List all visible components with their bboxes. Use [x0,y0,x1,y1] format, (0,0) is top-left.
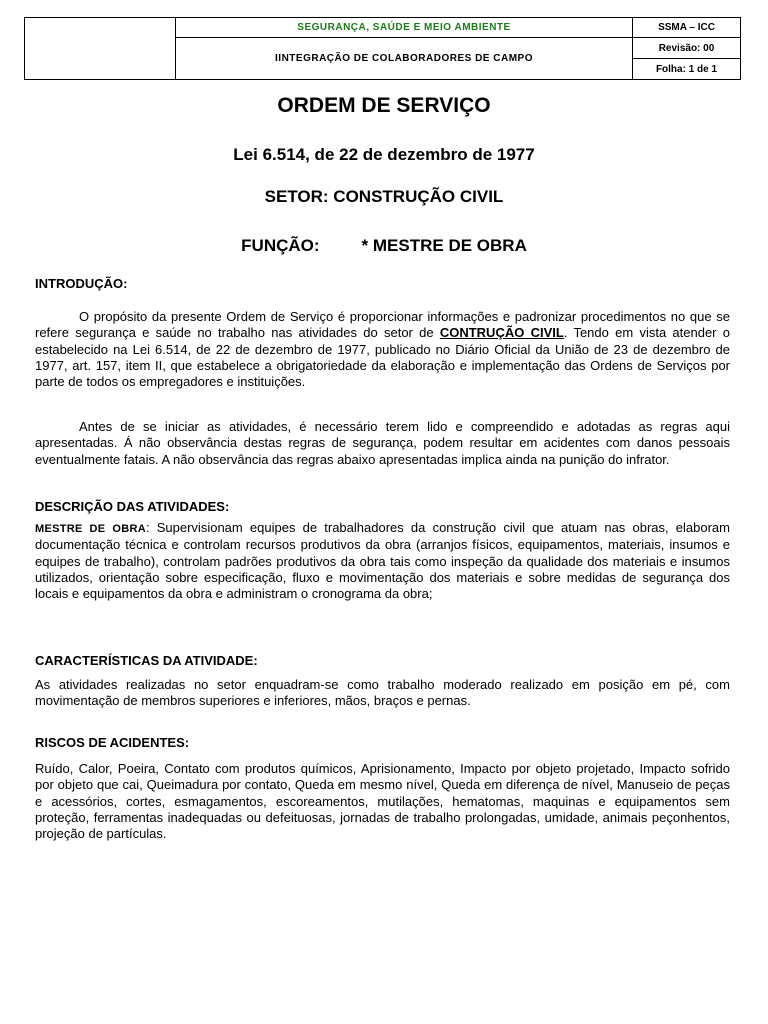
document-code: SSMA – ICC [633,18,741,38]
intro-paragraph-1: O propósito da presente Ordem de Serviço é proporcionar informações e padronizar procedimentos no que se refere segurança e saúde no trabalho nas atividades do setor de CONTRUÇÃO CIVIL. Tendo em vista atender o estabelecido na Lei 6.514, de 22 de dezembro de 1977, publicado no Diário Oficial da União de 23 de dezembro de 1977, art. 157, item II, que estabelece a obrigatoriedade da elaboração e implementação das Ordens de Serviços por parte de todos os empregadores e instituições. [35,309,730,390]
sector-highlight: CONTRUÇÃO CIVIL [439,325,564,341]
risks-heading: RISCOS DE ACIDENTES: [35,735,190,750]
characteristics-heading: CARACTERÍSTICAS DA ATIVIDADE: [35,653,258,668]
page-title: ORDEM DE SERVIÇO [277,94,491,117]
law-reference: Lei 6.514, de 22 de dezembro de 1977 [233,145,535,164]
activities-paragraph: MESTRE DE OBRA: Supervisionam equipes de trabalhadores da construção civil que atuam nas obras, elaboram documentação técnica e controlam recursos produtivos da obra (arranjos físicos, equipamentos, materiais, insumos e equipes de trabalho), controlam padrões produtivos da obra tais como inspeção da qualidade dos materiais e insumos utilizados, orientação sobre especificação, fluxo e movimentação dos materiais e sobre medidas de segurança dos locais e equipamentos da obra e administram o cronograma da obra; [35,520,730,602]
revision-number: Revisão: 00 [633,38,741,59]
activities-heading: DESCRIÇÃO DAS ATIVIDADES: [35,499,230,514]
characteristics-paragraph: As atividades realizadas no setor enquadram-se como trabalho moderado realizado em posição em pé, com movimentação de membros superiores e inferiores, mãos, braços e pernas. [35,677,730,709]
sheet-number: Folha: 1 de 1 [633,59,741,80]
intro-heading: INTRODUÇÃO: [35,276,128,291]
function-value: * MESTRE DE OBRA [361,236,527,255]
document-subtitle: IINTEGRAÇÃO DE COLABORADORES DE CAMPO [176,38,633,80]
org-title: SEGURANÇA, SAÚDE E MEIO AMBIENTE [176,18,633,38]
function-label: FUNÇÃO: [241,236,320,255]
intro-paragraph-2: Antes de se iniciar as atividades, é necessário terem lido e compreendido e adotadas as regras aqui apresentadas. Á não observância destas regras de segurança, podem resultar em acidentes com danos pessoais eventualmente fatais. A não observância das regras abaixo apresentadas implica ainda na punição do infrator. [35,419,730,467]
risks-paragraph: Ruído, Calor, Poeira, Contato com produtos químicos, Aprisionamento, Impacto por objeto projetado, Impacto sofrido por objeto que cai, Queimadura por contato, Queda em mesmo nível, Queda em diferença de nível, Manuseio de peças e acessórios, cortes, esmagamentos, escoreamentos, mutilações, hematomas, maquinas e equipamentos sem proteção, ferramentas inadequadas ou defeituosas, jornadas de trabalho prolongadas, umidade, animais peçonhentos, projeção de partículas. [35,761,730,842]
sector-title: SETOR: CONSTRUÇÃO CIVIL [264,187,504,206]
role-name: MESTRE DE OBRA [35,523,146,535]
logo-cell [25,18,176,80]
document-header-table [24,17,741,80]
function-line [0,236,768,256]
